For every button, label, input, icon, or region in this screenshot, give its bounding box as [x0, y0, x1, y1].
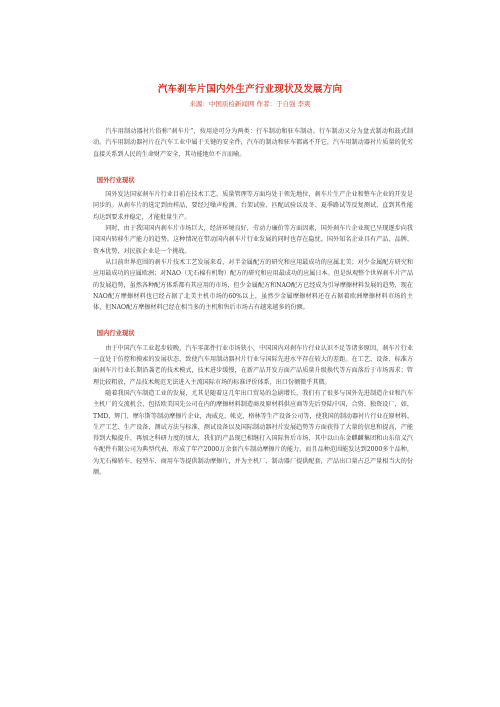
intro-paragraph: 汽车用制动器衬片俗称“刹车片”，按用途可分为两类：行车制动和驻车制动。行车制动又分为盘式制动和鼓式制动。汽车用制动器衬片在汽车工业中属于关键的安全件，汽车的制动和驻车都离不开它，汽车用制动器衬片质量的优劣直接关系到人民的生命财产安全，其功能地位不言而喻。: [93, 128, 413, 158]
paragraph: 国外发达国家刹车片行业目前在技术工艺、质量管理等方面均处于领先地位，刹车片生产企业和整车企业的开发是同步的。从刹车片的选定到由样品，要经过噪声检测、台架试验、匹配试验以及冬、夏季路试等反复测试，直到其性能均达到要求并稳定，才能批量生产。: [93, 191, 413, 221]
section-heading-domestic: 国内行业现状: [96, 330, 135, 338]
paragraph: 同时，由于我国国内刹车片市场巨大，经济环境良好，劳动力廉价等方面因素，国外刹车片企业现已呈现逐步向我国国内转移生产能力的趋势。这种情况在带动国内刹车片行业发展的同时也存在隐忧。国外知名企业具有产品、品牌、资本优势，对民族企业是一个挑战。: [93, 225, 413, 255]
paragraph: 从目前世界范围的刹车片技术工艺发展来看，对半金属配方的研究和应用最成功的应属北美；对少金属配方研究和应用最成功的应属欧洲；对NAO（无石棉有机物）配方的研究和应用最成功的应属日本。但是纵观整个世界刹车片产品的发展趋势，虽然各种配方体系都有其应用的市场，但少金属配方和NAO配方已经成为引导摩擦材料发展的趋势，现在NAO配方摩擦材料也已经占据了北美主机市场的60%以上，虽然少金属摩擦材料还在占据着欧洲摩擦材料市场的主体，但NAO配方摩擦材料已经在相当多的主机和售后市场占有越来越多的份额。: [93, 258, 413, 312]
paragraph: 随着我国汽车制造工业的发展，尤其是随着这几年出口贸易的急剧增长，我们有了很多与国外先进制造企业和汽车主机厂的交流机会，包括欧美国先公司在内的摩擦材料制造商及原材料供应商等先后登陆中国，合资、独资设厂，如，TMD、辉门、摩尔斯等制动摩擦片企业，海威克、帐克、格林等生产设备公司等，使我国的制动器衬片行业在原材料、生产工艺、生产设备、测试方法与标准、测试设备以及国际制动器衬片发展趋势等方面获得了大量的信息和提高，产能得到大幅提升，再加之科研力度的加大，我们的产品现已相继打入国际售后市场，其中以山东金麒麟集团和山东信义汽车配件有限公司为典型代表，形成了年产2000万余套汽车制动摩擦片的能力，而且品种范围能发达到2000多个品种，为无石棉轿车、轻型车、商用车等提供制动摩擦片，并为主机厂、制动器厂提供配套，产品出口量占总产量相当大的份额。: [93, 389, 413, 477]
paragraph: 由于中国汽车工业起步较晚，汽车零部件行业市场狭小，中国国内对刹车片行业认识不足等诸多原因，刹车片行业一直处于仿控和摸索的发展状态，致使汽车用制动器衬片行业与国际先进水平存在较大的差距。在工艺、设备、标准方面刹车片行业长期沿袭老的技术模式，技术进步缓慢，在新产品开发方面产品质量升级换代等方面落后于市场需求；管理比较粗放，产品技术规范无法进入主流国际市场的标准评价体系，出口份额微乎其微。: [93, 344, 413, 386]
article-body: [93, 126, 413, 478]
article-source: 来源：中国质检新闻网 作者：于自强 李爽: [189, 100, 311, 108]
section-heading-foreign: 国外行业现状: [96, 176, 135, 184]
article-title: 汽车刹车片国内外生产行业现状及发展方向: [157, 84, 343, 95]
